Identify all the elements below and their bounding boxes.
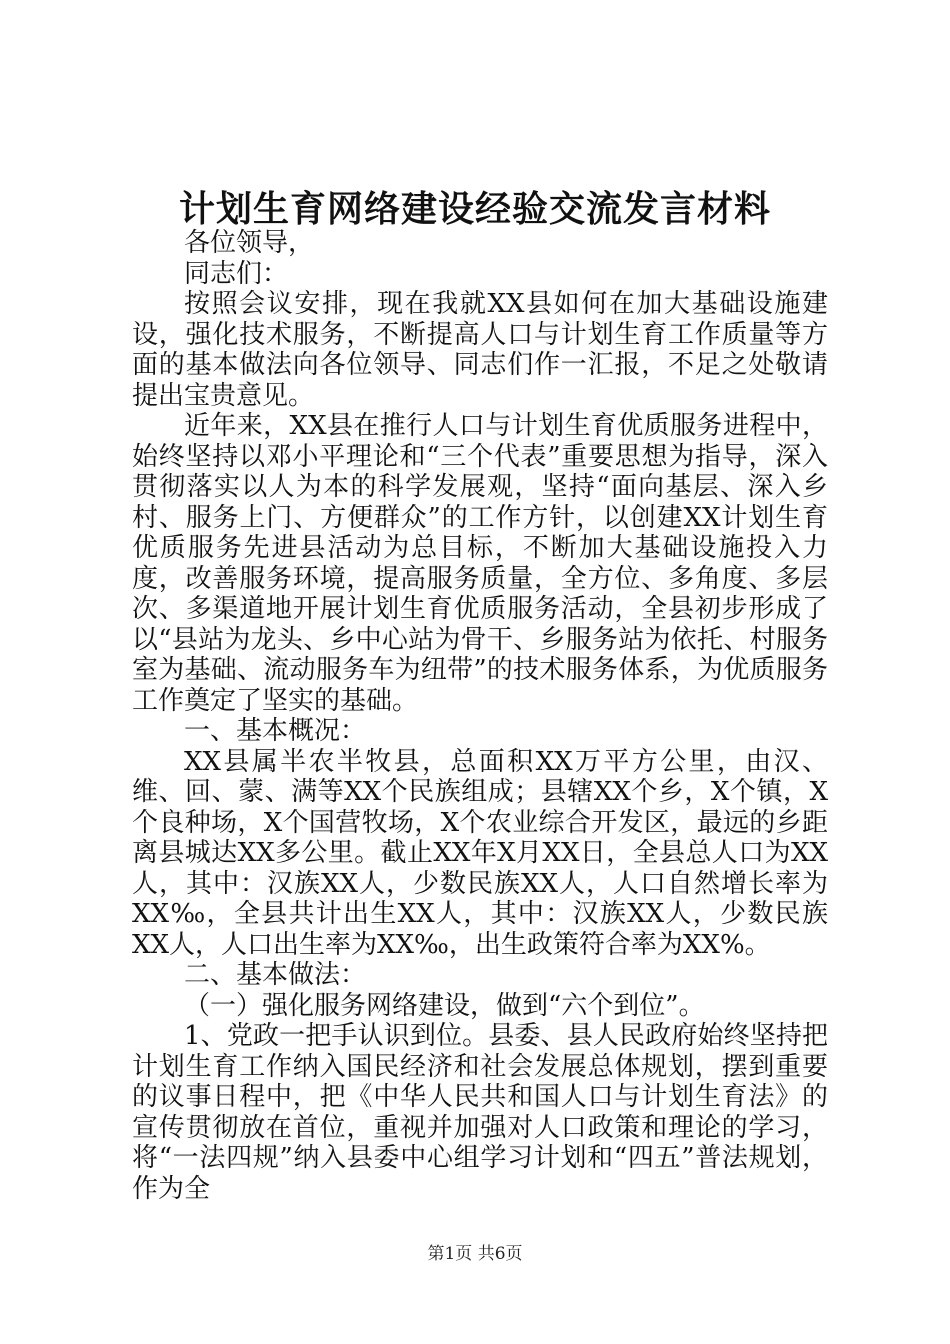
paragraph-point-1: 1、党政一把手认识到位。县委、县人民政府始终坚持把计划生育工作纳入国民经济和社会发展总体规划，摆到重要的议事日程中，把《中华人民共和国人口与计划生育法》的宣传贯彻放在首位，重视并加强对人口政策和理论的学习，将“一法四规”纳入县委中心组学习计划和“四五”普法规划，作为全 xyxy=(132,1021,828,1204)
salutation-comrades: 同志们： xyxy=(184,258,289,289)
paragraph-intro: 按照会议安排，现在我就XX县如何在加大基础设施建设，强化技术服务，不断提高人口与计划生育工作质量等方面的基本做法向各位领导、同志们作一汇报，不足之处敬请提出宝贵意见。 xyxy=(132,289,828,411)
section-heading-methods: 二、基本做法： xyxy=(184,960,367,990)
paragraph-overview: XX县属半农半牧县，总面积XX万平方公里，由汉、维、回、蒙、满等XX个民族组成；县辖XX个乡，X个镇，X个良种场，X个国营牧场，X个农业综合开发区，最远的乡距离县城达XX多公里。截止XX年X月XX日，全县总人口为XX人，其中：汉族XX人，少数民族XX人，人口自然增长率为XX‰，全县共计出生XX人，其中：汉族XX人，少数民族XX人，人口出生率为XX‰，出生政策符合率为XX%。 xyxy=(132,746,828,960)
document-body xyxy=(132,228,828,1204)
salutation-leaders: 各位领导， xyxy=(184,228,315,258)
section-heading-overview: 一、基本概况： xyxy=(184,716,367,746)
page-number: 第1页 共6页 xyxy=(427,1244,523,1264)
paragraph-recent-years: 近年来，XX县在推行人口与计划生育优质服务进程中，始终坚持以邓小平理论和“三个代表”重要思想为指导，深入贯彻落实以人为本的科学发展观，坚持“面向基层、深入乡村、服务上门、方便群众”的工作方针，以创建XX计划生育优质服务先进县活动为总目标，不断加大基础设施投入力度，改善服务环境，提高服务质量，全方位、多角度、多层次、多渠道地开展计划生育优质服务活动，全县初步形成了以“县站为龙头、乡中心站为骨干、乡服务站为依托、村服务室为基础、流动服务车为纽带”的技术服务体系，为优质服务工作奠定了坚实的基础。 xyxy=(132,411,828,716)
subsection-heading: （一）强化服务网络建设，做到“六个到位”。 xyxy=(184,990,705,1021)
document-title: 计划生育网络建设经验交流发言材料 xyxy=(178,188,771,230)
